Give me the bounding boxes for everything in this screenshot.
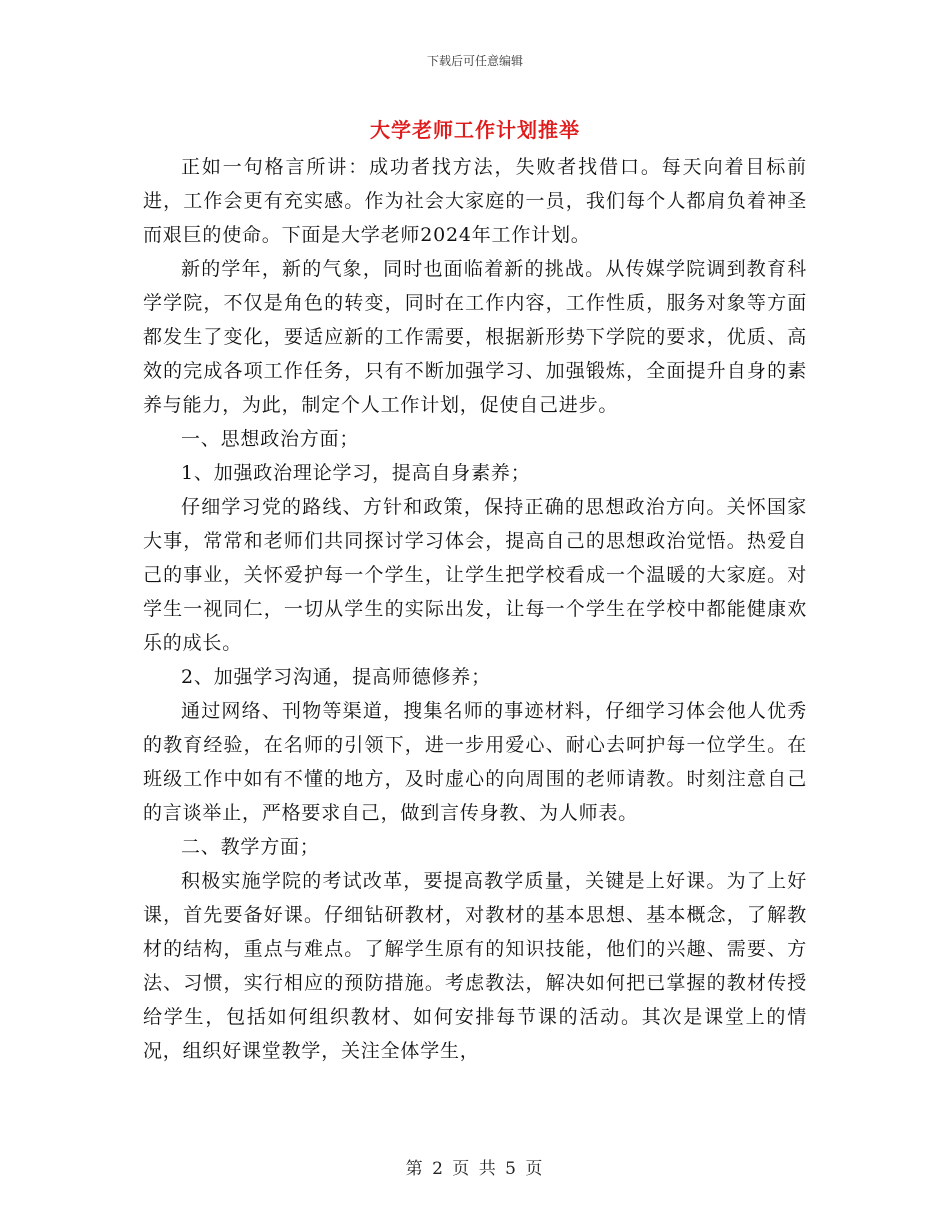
paragraph-intro: 正如一句格言所讲：成功者找方法，失败者找借口。每天向着目标前进，工作会更有充实感。作为社会大家庭的一员，我们每个人都肩负着神圣而艰巨的使命。下面是大学老师2024年工作计划。 bbox=[143, 156, 807, 246]
document-title: 大学老师工作计划推举 bbox=[370, 118, 580, 142]
paragraph-theory-study: 仔细学习党的路线、方针和政策，保持正确的思想政治方向。关怀国家大事，常常和老师们共同探讨学习体会，提高自己的思想政治觉悟。热爱自己的事业，关怀爱护每一个学生，让学生把学校看成一个温暖的大家庭。对学生一视同仁，一切从学生的实际出发，让每一个学生在学校中都能健康欢乐的成长。 bbox=[143, 496, 807, 654]
paragraph-new-semester: 新的学年，新的气象，同时也面临着新的挑战。从传媒学院调到教育科学学院，不仅是角色的转变，同时在工作内容，工作性质，服务对象等方面都发生了变化，要适应新的工作需要，根据新形势下学院的要求，优质、高效的完成各项工作任务，只有不断加强学习、加强锻炼，全面提升自身的素养与能力，为此，制定个人工作计划，促使自己进步。 bbox=[143, 258, 807, 416]
section-heading-teaching: 二、教学方面； bbox=[181, 836, 320, 858]
subheading-theory-study: 1、加强政治理论学习，提高自身素养； bbox=[181, 462, 531, 484]
document-body bbox=[143, 150, 807, 1068]
section-heading-politics: 一、思想政治方面； bbox=[181, 428, 360, 450]
paragraph-teaching: 积极实施学院的考试改革，要提高教学质量，关键是上好课。为了上好课，首先要备好课。仔细钻研教材，对教材的基本思想、基本概念，了解教材的结构，重点与难点。了解学生原有的知识技能，他们的兴趣、需要、方法、习惯，实行相应的预防措施。考虑教法，解决如何把已掌握的教材传授给学生，包括如何组织教材、如何安排每节课的活动。其次是课堂上的情况，组织好课堂教学，关注全体学生， bbox=[143, 870, 807, 1062]
subheading-ethics: 2、加强学习沟通，提高师德修养； bbox=[181, 666, 491, 688]
header-note: 下载后可任意编辑 bbox=[426, 54, 523, 68]
page-footer: 第 2 页 共 5 页 bbox=[405, 1159, 545, 1179]
paragraph-ethics: 通过网络、刊物等渠道，搜集名师的事迹材料，仔细学习体会他人优秀的教育经验，在名师的引领下，进一步用爱心、耐心去呵护每一位学生。在班级工作中如有不懂的地方，及时虚心的向周围的老师请教。时刻注意自己的言谈举止，严格要求自己，做到言传身教、为人师表。 bbox=[143, 700, 807, 824]
